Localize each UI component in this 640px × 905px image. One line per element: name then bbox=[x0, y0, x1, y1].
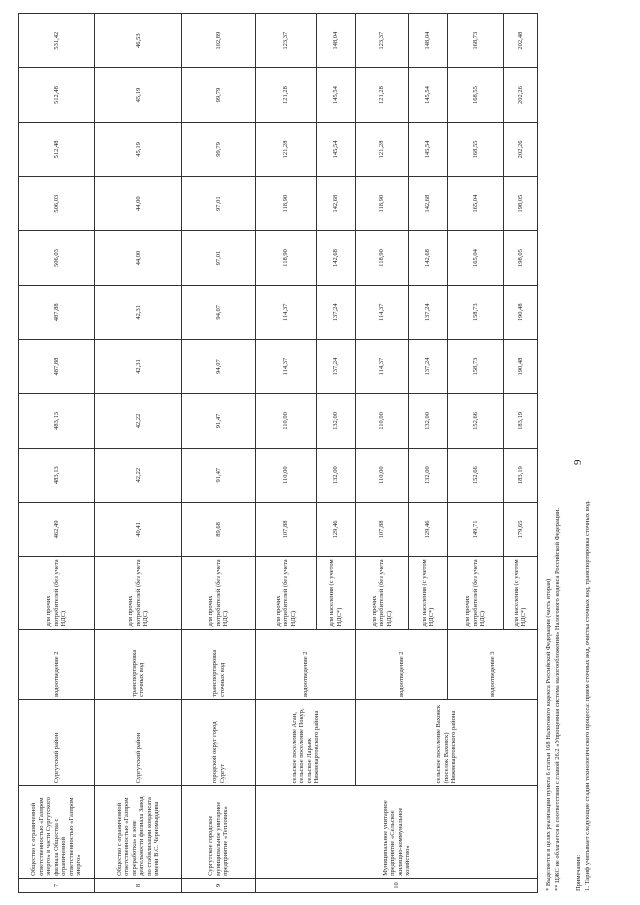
tariff-value: 121,28 bbox=[256, 122, 317, 176]
tariff-value: 145,54 bbox=[408, 122, 448, 176]
tariff-value: 168,73 bbox=[448, 14, 503, 68]
tariff-value: 44,00 bbox=[95, 177, 182, 231]
tariff-value: 123,37 bbox=[356, 14, 409, 68]
tariff-value: 123,37 bbox=[256, 14, 317, 68]
tariff-value: 129,46 bbox=[316, 502, 356, 556]
territory: сельское поселение Ваховск (поселок Ваховск) Нижневартовского района bbox=[356, 699, 538, 785]
service-type: водоотведение 2 bbox=[356, 629, 448, 699]
tariff-value: 165,04 bbox=[448, 231, 503, 285]
tariff-value: 114,37 bbox=[356, 285, 409, 339]
tariff-value: 190,48 bbox=[503, 285, 537, 339]
consumer-category: для населения (с учетом НДС*) bbox=[316, 557, 356, 629]
tariff-value: 94,07 bbox=[182, 339, 256, 393]
tariff-value: 512,48 bbox=[19, 68, 95, 122]
tariff-value: 145,54 bbox=[408, 68, 448, 122]
tariff-value: 145,54 bbox=[316, 68, 356, 122]
tariff-value: 45,19 bbox=[95, 68, 182, 122]
service-type: транспортировка сточных вод bbox=[95, 629, 182, 699]
tariff-value: 94,07 bbox=[182, 285, 256, 339]
tariff-value: 487,88 bbox=[19, 339, 95, 393]
tariff-value: 42,31 bbox=[95, 339, 182, 393]
tariff-value: 132,00 bbox=[316, 394, 356, 448]
tariff-value: 137,24 bbox=[316, 285, 356, 339]
tariff-value: 152,66 bbox=[448, 448, 503, 502]
consumer-category: для населения (с учетом НДС*) bbox=[503, 557, 537, 629]
tariff-value: 42,22 bbox=[95, 448, 182, 502]
territory: Сургутский район bbox=[95, 699, 182, 785]
service-type: водоотведение 2 bbox=[19, 629, 95, 699]
tariff-value: 137,24 bbox=[408, 285, 448, 339]
consumer-category: для прочих потребителей (без учета НДС) bbox=[256, 557, 317, 629]
tariff-value: 506,03 bbox=[19, 177, 95, 231]
tariff-value: 137,24 bbox=[316, 339, 356, 393]
tariff-value: 114,37 bbox=[356, 339, 409, 393]
tariff-value: 190,48 bbox=[503, 339, 537, 393]
row-number: 7 bbox=[19, 878, 95, 892]
tariff-value: 179,65 bbox=[503, 502, 537, 556]
organization-name: Общество с ограниченной ответственностью «Газпром переработка» в зоне деятельности филиала Завод по стабилизации конденсата имени В.С. Черномырдина bbox=[95, 786, 182, 879]
tariff-value: 148,04 bbox=[408, 14, 448, 68]
consumer-category: для прочих потребителей (без учета НДС) bbox=[448, 557, 503, 629]
tariff-value: 42,22 bbox=[95, 394, 182, 448]
tariff-value: 97,01 bbox=[182, 231, 256, 285]
tariff-value: 506,03 bbox=[19, 231, 95, 285]
tariff-value: 45,19 bbox=[95, 122, 182, 176]
tariff-value: 121,28 bbox=[256, 68, 317, 122]
service-type: водоотведение 2 bbox=[256, 629, 356, 699]
tariff-value: 110,00 bbox=[356, 394, 409, 448]
row-number: 10 bbox=[256, 878, 538, 892]
tariff-value: 531,42 bbox=[19, 14, 95, 68]
tariff-value: 110,00 bbox=[356, 448, 409, 502]
tariff-value: 168,55 bbox=[448, 122, 503, 176]
footnote: * Выделяется в целях реализации пункта 6 статьи 168 Налогового кодекса Российской Федерации (часть вторая) bbox=[545, 578, 552, 891]
tariff-value: 462,49 bbox=[19, 502, 95, 556]
organization-name: Муниципальное унитарное предприятие «Сельское жилищно-коммунальное хозяйство» bbox=[256, 786, 538, 879]
territory: Сургутский район bbox=[19, 699, 95, 785]
tariff-value: 152,66 bbox=[448, 394, 503, 448]
tariff-value: 183,19 bbox=[503, 448, 537, 502]
tariff-value: 202,48 bbox=[503, 14, 537, 68]
tariff-value: 202,26 bbox=[503, 68, 537, 122]
tariff-value: 168,55 bbox=[448, 68, 503, 122]
tariff-value: 158,73 bbox=[448, 339, 503, 393]
consumer-category: для прочих потребителей (без учета НДС) bbox=[182, 557, 256, 629]
tariff-value: 142,68 bbox=[408, 177, 448, 231]
tariff-value: 89,68 bbox=[182, 502, 256, 556]
row-number: 8 bbox=[95, 878, 182, 892]
territory: городской округ город Сургут bbox=[182, 699, 256, 785]
tariff-value: 91,47 bbox=[182, 394, 256, 448]
tariff-value: 142,68 bbox=[408, 231, 448, 285]
table-row bbox=[19, 14, 95, 893]
tariff-value: 198,05 bbox=[503, 231, 537, 285]
tariff-value: 483,13 bbox=[19, 394, 95, 448]
organization-name: Сургутское городское муниципальное унитарное предприятие «Тепловик» bbox=[182, 786, 256, 879]
table-row bbox=[182, 14, 256, 893]
tariff-value: 114,37 bbox=[256, 285, 317, 339]
notes-heading: Примечания: bbox=[575, 854, 582, 891]
organization-name: Общество с ограниченной ответственностью «Газпром энерго» в части Сургутского филиала Общества с ограниченной ответственностью «Газпром энерго» bbox=[19, 786, 95, 879]
tariff-value: 46,53 bbox=[95, 14, 182, 68]
consumer-category: для прочих потребителей (без учета НДС) bbox=[19, 557, 95, 629]
tariff-value: 118,90 bbox=[256, 177, 317, 231]
tariff-value: 110,00 bbox=[256, 448, 317, 502]
tariff-value: 132,00 bbox=[408, 394, 448, 448]
tariff-value: 137,24 bbox=[408, 339, 448, 393]
tariff-value: 132,00 bbox=[316, 448, 356, 502]
tariff-value: 44,00 bbox=[95, 231, 182, 285]
tariff-value: 183,19 bbox=[503, 394, 537, 448]
territory: сельское поселение Аган, сельское поселение Покур, сельское Ларьяк Нижневартовского района bbox=[256, 699, 356, 785]
table-row bbox=[95, 14, 182, 893]
service-type: водоотведение 3 bbox=[448, 629, 538, 699]
tariff-value: 121,28 bbox=[356, 122, 409, 176]
tariff-value: 202,26 bbox=[503, 122, 537, 176]
tariff-value: 158,73 bbox=[448, 285, 503, 339]
tariff-value: 99,79 bbox=[182, 122, 256, 176]
tariff-value: 107,88 bbox=[256, 502, 317, 556]
tariff-value: 129,46 bbox=[408, 502, 448, 556]
tariff-value: 487,88 bbox=[19, 285, 95, 339]
tariff-value: 102,89 bbox=[182, 14, 256, 68]
service-type: транспортировка сточных вод bbox=[182, 629, 256, 699]
tariff-value: 114,37 bbox=[256, 339, 317, 393]
tariff-value: 132,00 bbox=[408, 448, 448, 502]
footnote: ** ЦЖС не облагается в соответствии с главой 26.2 «Упрощенная система налогообложения» Налогового кодекса Российской Федерации. bbox=[554, 508, 561, 891]
note: 1. Тариф учитывает следующие стадии технологического процесса: прием сточных вод, очистка сточных вод, транспортировка сточных вод. bbox=[584, 500, 591, 891]
tariff-value: 91,47 bbox=[182, 448, 256, 502]
consumer-category: для населения (с учетом НДС*) bbox=[408, 557, 448, 629]
tariff-value: 149,71 bbox=[448, 502, 503, 556]
tariff-value: 110,00 bbox=[256, 394, 317, 448]
tariff-value: 198,05 bbox=[503, 177, 537, 231]
tariff-value: 107,88 bbox=[356, 502, 409, 556]
consumer-category: для прочих потребителей (без учета НДС) bbox=[95, 557, 182, 629]
tariff-value: 121,28 bbox=[356, 68, 409, 122]
tariff-value: 118,90 bbox=[256, 231, 317, 285]
table-row bbox=[356, 14, 409, 893]
tariff-value: 42,31 bbox=[95, 285, 182, 339]
row-number: 9 bbox=[182, 878, 256, 892]
tariff-value: 40,41 bbox=[95, 502, 182, 556]
table-row bbox=[256, 14, 317, 893]
tariff-value: 512,48 bbox=[19, 122, 95, 176]
tariff-value: 483,13 bbox=[19, 448, 95, 502]
tariff-table bbox=[18, 13, 538, 893]
tariff-value: 165,04 bbox=[448, 177, 503, 231]
consumer-category: для прочих потребителей (без учета НДС) bbox=[356, 557, 409, 629]
tariff-value: 99,79 bbox=[182, 68, 256, 122]
tariff-value: 118,90 bbox=[356, 177, 409, 231]
tariff-value: 145,54 bbox=[316, 122, 356, 176]
tariff-value: 97,01 bbox=[182, 177, 256, 231]
tariff-value: 142,68 bbox=[316, 177, 356, 231]
tariff-value: 142,68 bbox=[316, 231, 356, 285]
tariff-value: 118,90 bbox=[356, 231, 409, 285]
tariff-value: 148,04 bbox=[316, 14, 356, 68]
page-number: 9 bbox=[572, 459, 584, 465]
